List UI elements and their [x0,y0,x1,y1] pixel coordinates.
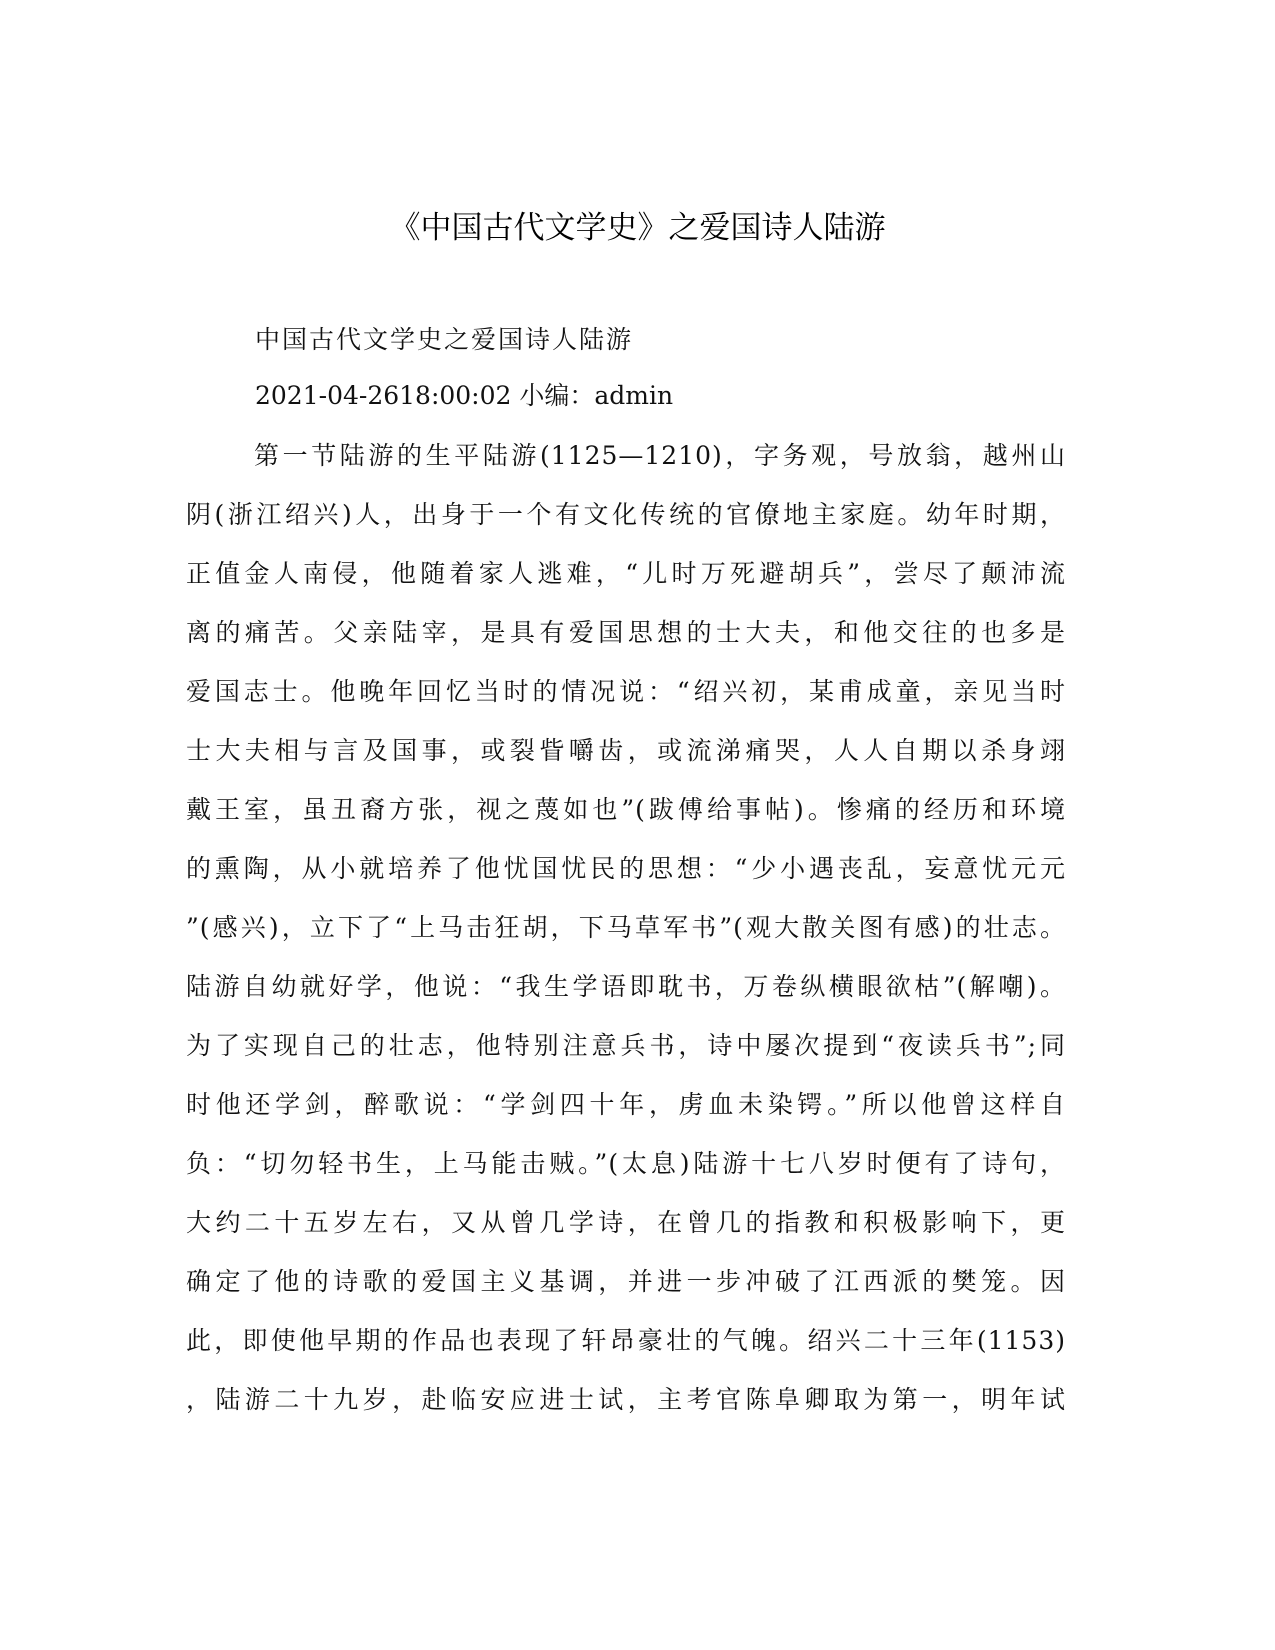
body-line: ，陆游二十九岁，赴临安应进士试，主考官陈阜卿取为第一，明年试 [186,1385,1066,1414]
body-line: ”(感兴)，立下了“上马击狂胡，下马草军书”(观大散关图有感)的壮志。 [186,913,1066,942]
body-line: 士大夫相与言及国事，或裂眥嚼齿，或流涕痛哭，人人自期以杀身翊 [186,736,1066,765]
document-subtitle: 中国古代文学史之爱国诗人陆游 [255,325,634,354]
publish-meta: 2021-04-2618:00:02 小编：admin [255,381,674,410]
body-line: 爱国志士。他晚年回忆当时的情况说：“绍兴初，某甫成童，亲见当时 [186,677,1066,706]
body-line: 离的痛苦。父亲陆宰，是具有爱国思想的士大夫，和他交往的也多是 [186,618,1066,647]
body-line: 阴(浙江绍兴)人，出身于一个有文化传统的官僚地主家庭。幼年时期， [186,500,1066,529]
body-line: 正值金人南侵，他随着家人逃难，“儿时万死避胡兵”，尝尽了颠沛流 [186,559,1066,588]
body-line: 此，即使他早期的作品也表现了轩昂豪壮的气魄。绍兴二十三年(1153) [186,1326,1066,1355]
body-line: 为了实现自己的壮志，他特别注意兵书，诗中屡次提到“夜读兵书”;同 [186,1031,1066,1060]
body-line: 的熏陶，从小就培养了他忧国忧民的思想：“少小遇丧乱，妄意忧元元 [186,854,1066,883]
body-line: 戴王室，虽丑裔方张，视之蔑如也”(跋傅给事帖)。惨痛的经历和环境 [186,795,1066,824]
body-line: 大约二十五岁左右，又从曾几学诗，在曾几的指教和积极影响下，更 [186,1208,1066,1237]
body-line: 时他还学剑，醉歌说：“学剑四十年，虏血未染锷。”所以他曾这样自 [186,1090,1066,1119]
body-line: 确定了他的诗歌的爱国主义基调，并进一步冲破了江西派的樊笼。因 [186,1267,1066,1296]
document-title: 《中国古代文学史》之爱国诗人陆游 [389,210,886,246]
body-line: 负：“切勿轻书生，上马能击贼。”(太息)陆游十七八岁时便有了诗句， [186,1149,1066,1178]
body-line: 陆游自幼就好学，他说：“我生学语即耽书，万卷纵横眼欲枯”(解嘲)。 [186,972,1066,1001]
body-line: 第一节陆游的生平陆游(1125—1210)，字务观，号放翁，越州山 [254,441,1066,470]
body-text [186,436,1066,1439]
